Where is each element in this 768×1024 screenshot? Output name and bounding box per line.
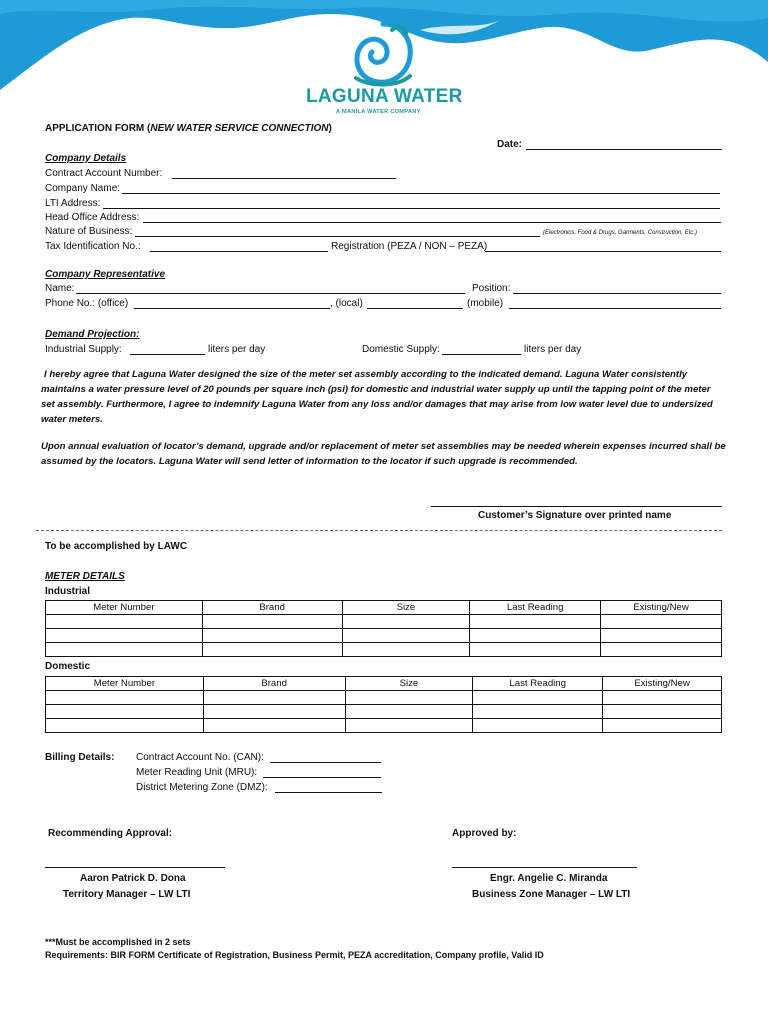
table-cell[interactable] bbox=[470, 615, 601, 629]
mru-label: Meter Reading Unit (MRU): bbox=[136, 767, 258, 778]
contract-account-field[interactable] bbox=[172, 178, 396, 179]
cut-divider bbox=[36, 530, 722, 531]
agreement-paragraph-2: Upon annual evaluation of locator’s demand, upgrade and/or replacement of meter set assemblies may be needed wherein expenses incurred shall be assumed by the locators. Laguna Water will send letter of information to the locator if such upgrade is recommended. bbox=[41, 441, 726, 467]
rep-position-field[interactable] bbox=[513, 293, 721, 294]
nature-business-hint: (Electronics, Food & Drugs, Garments, Construction, Etc.) bbox=[543, 230, 698, 236]
table-cell[interactable] bbox=[603, 691, 722, 705]
company-name-label: Company Name: bbox=[45, 183, 121, 194]
nature-business-label: Nature of Business: bbox=[45, 226, 133, 237]
table-cell[interactable] bbox=[345, 705, 473, 719]
table-cell[interactable] bbox=[473, 691, 603, 705]
can-field[interactable] bbox=[270, 762, 381, 763]
meter-details-heading: METER DETAILS bbox=[45, 571, 125, 582]
table-cell[interactable] bbox=[603, 705, 722, 719]
table-cell[interactable] bbox=[202, 629, 342, 643]
head-office-field[interactable] bbox=[143, 222, 721, 223]
col-brand: Brand bbox=[202, 601, 342, 615]
approved-by-label: Approved by: bbox=[452, 828, 517, 839]
domestic-supply-field[interactable] bbox=[442, 354, 521, 355]
form-title-end: ) bbox=[328, 123, 332, 134]
col-size: Size bbox=[342, 601, 470, 615]
phone-office-field[interactable] bbox=[134, 308, 330, 309]
table-cell[interactable] bbox=[203, 719, 345, 733]
table-row bbox=[46, 719, 722, 733]
table-cell[interactable] bbox=[46, 691, 204, 705]
date-field[interactable] bbox=[526, 149, 722, 150]
dmz-field[interactable] bbox=[275, 792, 382, 793]
table-cell[interactable] bbox=[342, 629, 470, 643]
recommending-name: Aaron Patrick D. Dona bbox=[80, 873, 186, 884]
representative-heading: Company Representative bbox=[45, 269, 166, 280]
approved-title: Business Zone Manager – LW LTI bbox=[472, 889, 631, 900]
company-details-heading: Company Details bbox=[45, 153, 127, 164]
table-cell[interactable] bbox=[601, 629, 722, 643]
approved-name: Engr. Angelie C. Miranda bbox=[490, 873, 608, 884]
logo-tagline: A MANILA WATER COMPANY bbox=[336, 109, 421, 115]
table-header-row bbox=[46, 677, 722, 691]
sets-note: ***Must be accomplished in 2 sets bbox=[45, 937, 191, 947]
customer-signature-label: Customer’s Signature over printed name bbox=[478, 510, 672, 521]
table-row bbox=[46, 691, 722, 705]
table-cell[interactable] bbox=[345, 691, 473, 705]
nature-business-field[interactable] bbox=[135, 236, 540, 237]
form-title-italic: NEW WATER SERVICE CONNECTION bbox=[150, 123, 329, 134]
industrial-supply-label: Industrial Supply: bbox=[45, 344, 122, 355]
domestic-label: Domestic bbox=[45, 661, 91, 672]
table-cell[interactable] bbox=[46, 643, 203, 657]
table-cell[interactable] bbox=[603, 719, 722, 733]
table-header-row bbox=[46, 601, 722, 615]
table-row bbox=[46, 615, 722, 629]
table-row bbox=[46, 629, 722, 643]
table-row bbox=[46, 705, 722, 719]
tin-field[interactable] bbox=[150, 251, 328, 252]
rep-position-label: Position: bbox=[472, 283, 511, 294]
tin-label: Tax Identification No.: bbox=[45, 241, 141, 252]
table-cell[interactable] bbox=[470, 629, 601, 643]
table-cell[interactable] bbox=[473, 719, 603, 733]
col-meter-number: Meter Number bbox=[46, 601, 203, 615]
recommending-signature-line[interactable] bbox=[45, 867, 225, 868]
industrial-meter-table bbox=[45, 600, 722, 657]
requirements-note: Requirements: BIR FORM Certificate of Registration, Business Permit, PEZA accreditation, Company profile, Valid ID bbox=[45, 950, 544, 960]
industrial-label: Industrial bbox=[45, 586, 91, 597]
industrial-supply-unit: liters per day bbox=[208, 344, 266, 355]
head-office-label: Head Office Address: bbox=[45, 212, 140, 223]
table-cell[interactable] bbox=[46, 719, 204, 733]
col-meter-number: Meter Number bbox=[46, 677, 204, 691]
table-cell[interactable] bbox=[342, 615, 470, 629]
mru-field[interactable] bbox=[263, 777, 381, 778]
table-cell[interactable] bbox=[601, 643, 722, 657]
customer-signature-field[interactable] bbox=[431, 506, 722, 507]
rep-name-label: Name: bbox=[45, 283, 75, 294]
col-last-reading: Last Reading bbox=[470, 601, 601, 615]
form-title-start: APPLICATION FORM ( bbox=[45, 123, 151, 134]
phone-local-field[interactable] bbox=[367, 308, 463, 309]
col-size: Size bbox=[345, 677, 473, 691]
lti-address-field[interactable] bbox=[103, 208, 720, 209]
recommending-title: Territory Manager – LW LTI bbox=[63, 889, 191, 900]
dmz-label: District Metering Zone (DMZ): bbox=[136, 782, 268, 793]
lawc-heading: To be accomplished by LAWC bbox=[45, 541, 188, 552]
col-brand: Brand bbox=[203, 677, 345, 691]
agreement-paragraph-1: I hereby agree that Laguna Water designed the size of the meter set assembly according to the indicated demand. Laguna Water consistently maintains a water pressure level of 20 pounds per square inch (psi) for domestic and industrial water supply up until the tapping point of the meter set assembly. Furthermore, I agree to indemnify Laguna Water from any loss and/or damages that may arise from low water level due to undersized water meters. bbox=[41, 369, 713, 425]
table-cell[interactable] bbox=[46, 615, 203, 629]
logo-name: LAGUNA WATER bbox=[306, 86, 463, 107]
approved-signature-line[interactable] bbox=[452, 867, 637, 868]
form-title bbox=[45, 123, 332, 134]
recommending-approval-label: Recommending Approval: bbox=[48, 828, 173, 839]
industrial-supply-field[interactable] bbox=[130, 354, 205, 355]
table-cell[interactable] bbox=[46, 705, 204, 719]
company-name-field[interactable] bbox=[122, 193, 720, 194]
table-cell[interactable] bbox=[202, 615, 342, 629]
table-cell[interactable] bbox=[470, 643, 601, 657]
domestic-supply-unit: liters per day bbox=[524, 344, 582, 355]
phone-local-label: , (local) bbox=[330, 298, 363, 309]
domestic-supply-label: Domestic Supply: bbox=[362, 344, 440, 355]
table-row bbox=[46, 643, 722, 657]
table-cell[interactable] bbox=[345, 719, 473, 733]
date-label: Date: bbox=[497, 139, 523, 150]
domestic-meter-table bbox=[45, 676, 722, 733]
table-cell[interactable] bbox=[46, 629, 203, 643]
billing-label: Billing Details: bbox=[45, 752, 115, 763]
demand-heading: Demand Projection: bbox=[45, 329, 140, 340]
table-cell[interactable] bbox=[203, 691, 345, 705]
laguna-water-logo-icon bbox=[352, 20, 414, 88]
table-cell[interactable] bbox=[202, 643, 342, 657]
table-cell[interactable] bbox=[601, 615, 722, 629]
table-cell[interactable] bbox=[473, 705, 603, 719]
col-last-reading: Last Reading bbox=[473, 677, 603, 691]
phone-mobile-label: (mobile) bbox=[467, 298, 504, 309]
table-cell[interactable] bbox=[203, 705, 345, 719]
phone-office-label: Phone No.: (office) bbox=[45, 298, 129, 309]
col-existing-new: Existing/New bbox=[603, 677, 722, 691]
registration-field[interactable] bbox=[485, 251, 721, 252]
rep-name-field[interactable] bbox=[76, 293, 465, 294]
lti-address-label: LTI Address: bbox=[45, 198, 101, 209]
registration-label: Registration (PEZA / NON – PEZA) bbox=[331, 241, 488, 252]
table-cell[interactable] bbox=[342, 643, 470, 657]
phone-mobile-field[interactable] bbox=[509, 308, 721, 309]
contract-account-label: Contract Account Number: bbox=[45, 168, 163, 179]
can-label: Contract Account No. (CAN): bbox=[136, 752, 264, 763]
col-existing-new: Existing/New bbox=[601, 601, 722, 615]
